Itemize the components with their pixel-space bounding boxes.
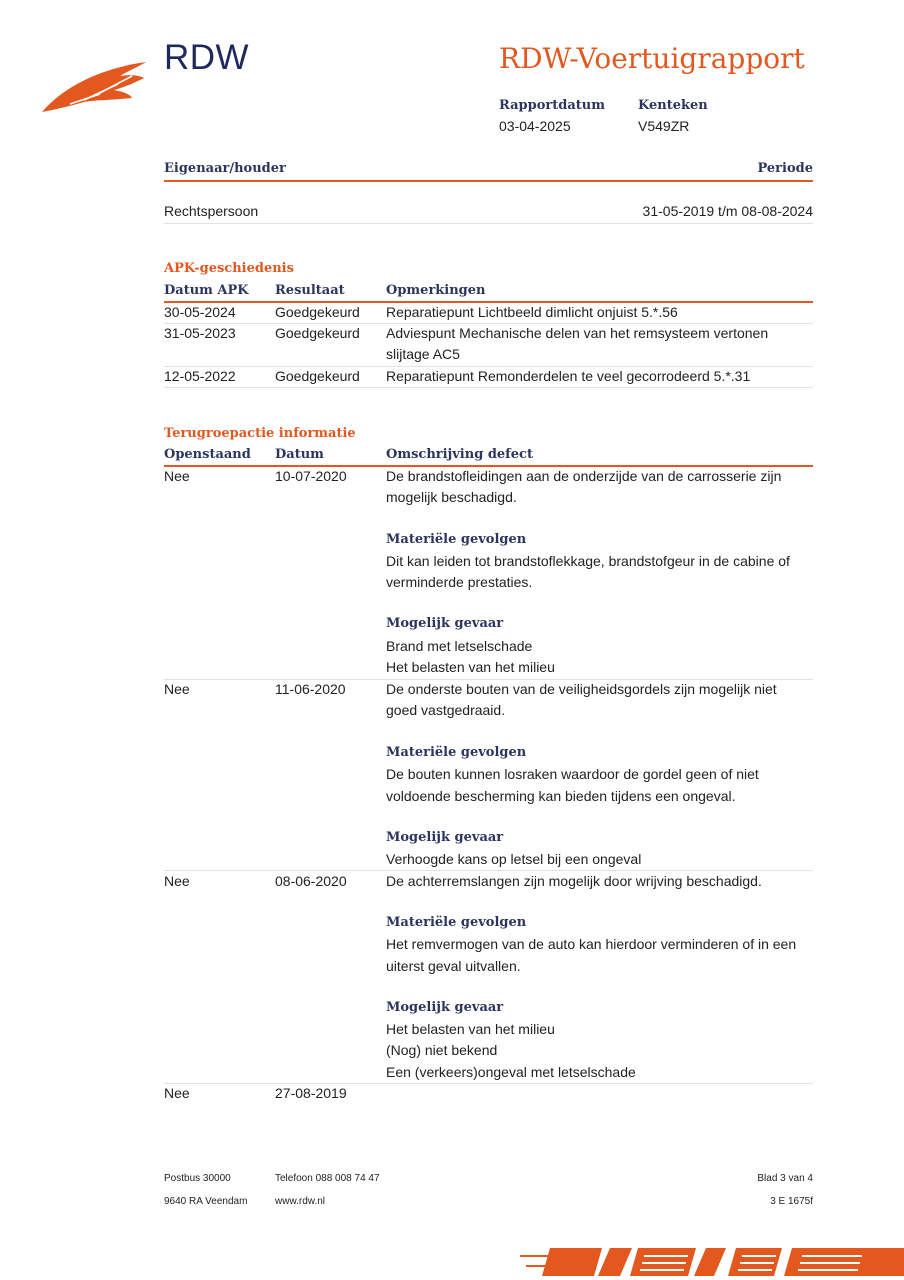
logo-text: RDW: [164, 38, 250, 77]
danger-line: Het belasten van het milieu: [386, 659, 555, 675]
report-date-value: 03-04-2025: [499, 118, 571, 134]
material-line: Dit kan leiden tot brandstoflekkage, brandstofgeur in de cabine of: [386, 553, 790, 569]
recall-row-date: 10-07-2020: [275, 468, 347, 484]
owner-row-rule: [164, 223, 813, 224]
orange-speed-bars-icon: [520, 1244, 904, 1280]
recall-row-date: 11-06-2020: [275, 681, 346, 697]
apk-row-result: Goedgekeurd: [275, 368, 360, 384]
recall-col-open: Openstaand: [164, 447, 251, 462]
apk-col-date: Datum APK: [164, 283, 249, 298]
apk-row-result: Goedgekeurd: [275, 325, 360, 341]
danger-line: Een (verkeers)ongeval met letselschade: [386, 1064, 636, 1080]
material-line: De bouten kunnen losraken waardoor de gordel geen of niet: [386, 766, 759, 782]
material-line: uiterst geval uitvallen.: [386, 958, 521, 974]
recall-defect-line: De achterremslangen zijn mogelijk door wrijving beschadigd.: [386, 873, 762, 889]
recall-defect-line: goed vastgedraaid.: [386, 702, 506, 718]
recall-row-date: 08-06-2020: [275, 873, 347, 889]
apk-row-remark: Reparatiepunt Lichtbeeld dimlicht onjuist 5.*.56: [386, 304, 678, 320]
footer-address-2: 9640 RA Veendam: [164, 1196, 248, 1207]
apk-title: APK-geschiedenis: [164, 261, 294, 276]
owner-rule: [164, 180, 813, 182]
apk-row-date: 31-05-2023: [164, 325, 236, 341]
recall-defect-line: mogelijk beschadigd.: [386, 489, 517, 505]
danger-line: (Nog) niet bekend: [386, 1042, 498, 1058]
danger-line: Het belasten van het milieu: [386, 1021, 555, 1037]
apk-row-date: 30-05-2024: [164, 304, 236, 320]
material-consequences-head: Materiële gevolgen: [386, 532, 527, 547]
danger-head: Mogelijk gevaar: [386, 830, 504, 845]
recall-row-open: Nee: [164, 1085, 190, 1101]
danger-head: Mogelijk gevaar: [386, 616, 504, 631]
footer-document-code: 3 E 1675f: [770, 1196, 813, 1207]
apk-col-result: Resultaat: [275, 283, 345, 298]
recall-row-open: Nee: [164, 468, 190, 484]
period-head: Periode: [757, 161, 813, 176]
recall-title: Terugroepactie informatie: [164, 426, 356, 441]
report-date-label: Rapportdatum: [499, 98, 605, 113]
recall-defect-line: De onderste bouten van de veiligheidsgordels zijn mogelijk niet: [386, 681, 777, 697]
recall-row-date: 27-08-2019: [275, 1085, 347, 1101]
license-plate-label: Kenteken: [638, 98, 708, 113]
danger-line: Brand met letselschade: [386, 638, 533, 654]
footer-address-1: Postbus 30000: [164, 1173, 231, 1184]
apk-row-remark: slijtage AC5: [386, 346, 460, 362]
material-consequences-head: Materiële gevolgen: [386, 915, 527, 930]
footer-page-number: Blad 3 van 4: [757, 1173, 813, 1184]
recall-row-rule: [164, 1083, 813, 1084]
apk-row-remark: Reparatiepunt Remonderdelen te veel gecorrodeerd 5.*.31: [386, 368, 751, 384]
material-line: voldoende bescherming kan bieden tijdens een ongeval.: [386, 788, 736, 804]
footer-phone: Telefoon 088 008 74 47: [275, 1173, 380, 1184]
recall-col-date: Datum: [275, 447, 324, 462]
report-title: RDW-Voertuigrapport: [499, 42, 805, 75]
apk-col-remarks: Opmerkingen: [386, 283, 486, 298]
recall-row-open: Nee: [164, 681, 190, 697]
material-consequences-head: Materiële gevolgen: [386, 745, 527, 760]
owner-head: Eigenaar/houder: [164, 161, 286, 176]
recall-defect-line: De brandstofleidingen aan de onderzijde van de carrosserie zijn: [386, 468, 782, 484]
recall-row-open: Nee: [164, 873, 190, 889]
material-line: Het remvermogen van de auto kan hierdoor verminderen of in een: [386, 936, 797, 952]
apk-row-date: 12-05-2022: [164, 368, 236, 384]
danger-head: Mogelijk gevaar: [386, 1000, 504, 1015]
license-plate-value: V549ZR: [638, 118, 690, 134]
apk-row-rule: [164, 387, 813, 388]
rdw-feather-icon: [40, 58, 150, 116]
recall-col-defect: Omschrijving defect: [386, 447, 533, 462]
period-value: 31-05-2019 t/m 08-08-2024: [642, 203, 813, 219]
footer-website-link[interactable]: www.rdw.nl: [275, 1196, 326, 1207]
apk-row-result: Goedgekeurd: [275, 304, 360, 320]
owner-value: Rechtspersoon: [164, 203, 259, 219]
apk-row-remark: Adviespunt Mechanische delen van het remsysteem vertonen: [386, 325, 769, 341]
danger-line: Verhoogde kans op letsel bij een ongeval: [386, 851, 642, 867]
material-line: verminderde prestaties.: [386, 574, 533, 590]
